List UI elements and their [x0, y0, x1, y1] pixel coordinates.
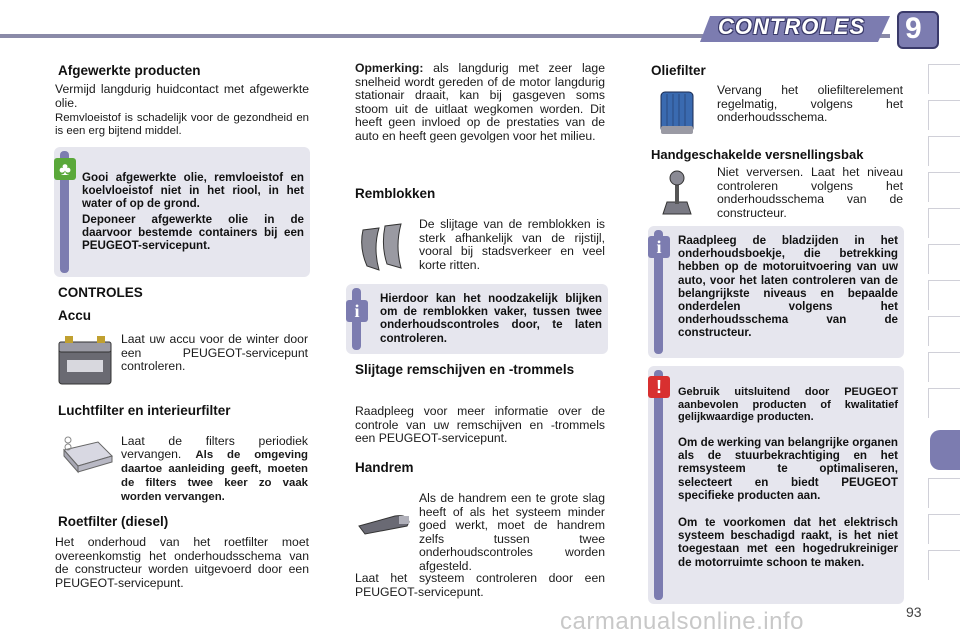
air-filter-icon [58, 434, 116, 480]
afgewerkte-text-1: Vermijd langdurig huidcontact met afgewerkte olie. [55, 82, 309, 110]
battery-icon [55, 332, 115, 390]
side-tab[interactable] [928, 478, 960, 508]
opmerking-body: als langdurig met zeer lage snelheid wordt gereden of de motor langdurig stationair draait, kan bij gasgeven soms stoom uit de uitlaat wegkomen worden. Dit heeft geen invloed op de prestaties van de auto en heeft geen gevolgen voor het milieu. [355, 61, 605, 143]
section-title-accu: Accu [58, 308, 92, 323]
oil-filter-icon [655, 86, 699, 138]
remblokken-info-text: Hierdoor kan het noodzakelijk blijken om de remblokken vaker, tussen twee onderhoudscontroles door, te laten controleren. [380, 292, 602, 345]
warning-text-3: Om te voorkomen dat het elektrisch systeem beschadigd raakt, is het niet toegestaan met een hogedrukreiniger de motorruimte schoon te maken. [678, 516, 898, 569]
side-tab[interactable] [928, 388, 960, 418]
handrem-text: Als de handrem een te grote slag heeft of als het systeem minder goed werkt, moet de handrem zelfs tussen twee onderhoudscontroles worden afgesteld. [419, 491, 605, 573]
side-tab[interactable] [928, 550, 960, 580]
brake-pads-icon [355, 220, 413, 276]
filter-text-plain: Laat de filters periodiek vervangen. [121, 434, 308, 462]
side-tab[interactable] [928, 136, 960, 166]
gear-lever-icon [655, 168, 699, 220]
section-title-controles: CONTROLES [58, 285, 143, 300]
section-title-remschijven: Slijtage remschijven en -trommels [355, 362, 575, 377]
oliefilter-text: Vervang het oliefilterelement regelmatig, volgens het onderhoudsschema. [717, 83, 903, 125]
handbrake-icon [355, 500, 413, 540]
roetfilter-text: Het onderhoud van het roetfilter moet overeenkomstig het onderhoudsschema van de constructeur worden uitgevoerd door een PEUGEOT-servicepunt. [55, 535, 309, 590]
side-tab[interactable] [928, 172, 960, 202]
side-tab[interactable] [928, 352, 960, 382]
eco-callout-text-2: Deponeer afgewerkte olie in de daarvoor bestemde containers bij een PEUGEOT-servicepunt. [82, 213, 304, 253]
remschijven-text: Raadpleeg voor meer informatie over de controle van uw remschijven en -trommels een PEUGEOT-servicepunt. [355, 404, 605, 446]
warning-icon: ! [648, 376, 670, 398]
afgewerkte-text-2: Remvloeistof is schadelijk voor de gezondheid en is een erg bijtend middel. [55, 112, 309, 137]
remblokken-text: De slijtage van de remblokken is sterk afhankelijk van de rijstijl, vooral bij stadsverkeer en veel korte ritten. [419, 217, 605, 272]
accu-text: Laat uw accu voor de winter door een PEUGEOT-servicepunt controleren. [121, 332, 308, 374]
side-tab[interactable] [928, 64, 960, 94]
handrem-text-2: Laat het systeem controleren door een PEUGEOT-servicepunt. [355, 571, 605, 599]
warning-text-1: Gebruik uitsluitend door PEUGEOT aanbevolen producten of kwalitatief gelijkwaardige producten. [678, 386, 898, 424]
opmerking-label: Opmerking: [355, 61, 424, 75]
section-title-oliefilter: Oliefilter [651, 63, 706, 78]
versnellingsbak-text: Niet verversen. Laat het niveau controleren volgens het onderhoudsschema van de constructeur. [717, 165, 903, 220]
callout-stripe [654, 370, 663, 600]
remblokken-info-callout [346, 284, 608, 354]
eco-callout-text-1: Gooi afgewerkte olie, remvloeistof en koelvloeistof niet in het riool, in het water of op de grond. [82, 171, 304, 211]
section-title-roetfilter: Roetfilter (diesel) [58, 514, 169, 529]
warning-text-2: Om de werking van belangrijke organen als de stuurbekrachtiging en het remsysteem te optimaliseren, selecteert en biedt PEUGEOT specifieke producten aan. [678, 436, 898, 502]
onderhoud-info-callout [648, 226, 904, 358]
side-tab[interactable] [928, 280, 960, 310]
section-title-remblokken: Remblokken [355, 186, 436, 201]
side-tab-active[interactable] [930, 430, 960, 470]
watermark: carmanualsonline.info [560, 608, 804, 635]
info-icon: i [648, 236, 670, 258]
eco-callout [54, 147, 310, 277]
opmerking-text [355, 62, 605, 144]
side-tab[interactable] [928, 244, 960, 274]
recycle-icon: ♣ [54, 158, 76, 180]
side-tab[interactable] [928, 100, 960, 130]
section-title-versnellingsbak: Handgeschakelde versnellingsbak [651, 147, 864, 162]
section-title-handrem: Handrem [355, 460, 414, 475]
filter-text-bold: Als de omgeving daartoe aanleiding geeft, moeten de filters twee keer zo vaak worden vervangen. [121, 449, 308, 504]
onderhoud-info-text: Raadpleeg de bladzijden in het onderhoudsboekje, die betrekking hebben op de motoruitvoering van uw auto, voor het laten controleren van de belangrijkste niveaus en bepaalde onderdelen volgens het onderhoudsschema van de constructeur. [678, 234, 898, 340]
chapter-number: 9 [905, 12, 922, 45]
page-number: 93 [906, 604, 922, 620]
side-tab[interactable] [928, 514, 960, 544]
filter-text [121, 435, 308, 504]
section-title-luchtfilter: Luchtfilter en interieurfilter [58, 403, 231, 418]
side-tab[interactable] [928, 316, 960, 346]
warning-callout [648, 366, 904, 604]
side-tab[interactable] [928, 208, 960, 238]
section-title-afgewerkte: Afgewerkte producten [58, 63, 201, 78]
info-icon: i [346, 300, 368, 322]
page-title: CONTROLES [718, 14, 866, 39]
